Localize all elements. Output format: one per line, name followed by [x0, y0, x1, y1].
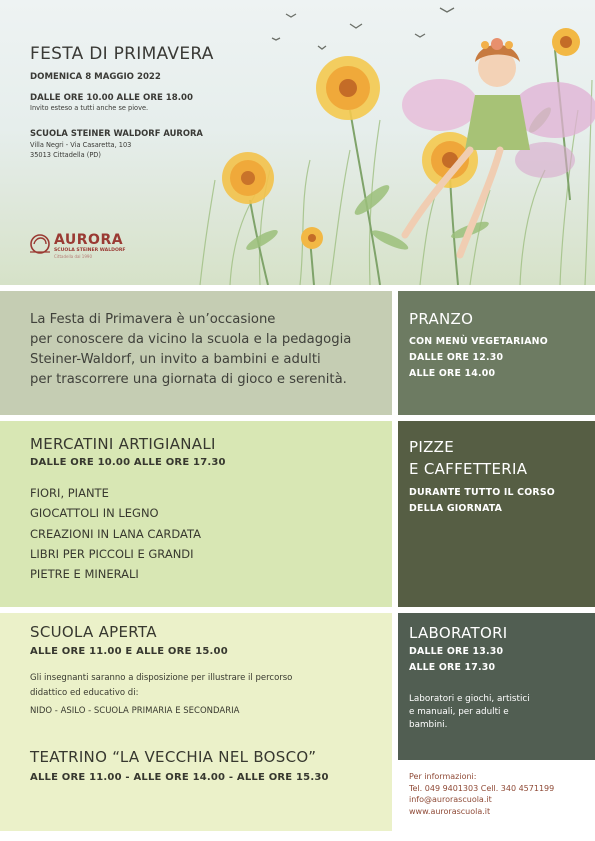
pranzo-line: CON MENÙ VEGETARIANO: [409, 336, 548, 347]
event-title: FESTA DI PRIMAVERA: [30, 44, 214, 64]
aurora-logo: [28, 230, 148, 262]
pizze-title-line: E CAFFETTERIA: [409, 460, 528, 478]
address-line: 35013 Cittadella (PD): [30, 150, 101, 159]
mercatini-title: MERCATINI ARTIGIANALI: [30, 435, 216, 453]
intro-panel: [0, 291, 392, 415]
pizze-line: DELLA GIORNATA: [409, 503, 503, 514]
intro-line: Steiner-Waldorf, un invito a bambini e adulti: [30, 352, 321, 367]
info-phones: Tel. 049 9401303 Cell. 340 4571199: [409, 783, 555, 793]
scuola-panel: [0, 613, 392, 831]
laboratori-hours: [409, 644, 503, 676]
info-label: Per informazioni:: [409, 772, 477, 781]
school-address: [30, 141, 330, 160]
event-date: DOMENICA 8 MAGGIO 2022: [30, 72, 161, 82]
info-website[interactable]: www.aurorascuola.it: [409, 806, 491, 816]
mercatini-panel: [0, 421, 392, 607]
laboratori-hours-line: ALLE ORE 17.30: [409, 662, 496, 673]
aurora-swirl-icon: [28, 230, 52, 256]
pranzo-details: [409, 334, 548, 382]
pranzo-title: PRANZO: [409, 310, 474, 328]
scuola-description: [30, 671, 370, 701]
pranzo-line: DALLE ORE 12.30: [409, 352, 504, 363]
intro-line: per trascorrere una giornata di gioco e serenità.: [30, 372, 347, 387]
intro-line: per conoscere da vicino la scuola e la pedagogia: [30, 332, 352, 347]
event-header: [30, 44, 330, 160]
laboratori-title: LABORATORI: [409, 624, 508, 642]
event-note: Invito esteso a tutti anche se piove.: [30, 104, 149, 112]
list-item: LIBRI PER PICCOLI E GRANDI: [30, 546, 194, 561]
laboratori-desc-line: e manuali, per adulti e: [409, 707, 509, 717]
pizze-title: [409, 436, 527, 480]
teatrino-hours: ALLE ORE 11.00 - ALLE ORE 14.00 - ALLE ORE 15.30: [30, 772, 329, 783]
laboratori-hours-line: DALLE ORE 13.30: [409, 646, 504, 657]
mercatini-hours: DALLE ORE 10.00 ALLE ORE 17.30: [30, 457, 226, 468]
pizze-line: DURANTE TUTTO IL CORSO: [409, 487, 555, 498]
hero-illustration: [0, 0, 595, 285]
address-line: Villa Negri - Via Casaretta, 103: [30, 141, 132, 149]
list-item: PIETRE E MINERALI: [30, 567, 139, 582]
pranzo-line: ALLE ORE 14.00: [409, 368, 496, 379]
mercatini-list: [30, 483, 201, 584]
event-hours: DALLE ORE 10.00 ALLE ORE 18.00: [30, 93, 193, 103]
scuola-line: didattico ed educativo di:: [30, 688, 139, 698]
laboratori-desc-line: Laboratori e giochi, artistici: [409, 694, 530, 704]
logo-name: AURORA: [54, 232, 124, 248]
intro-text: [30, 310, 380, 390]
logo-subtitle: SCUOLA STEINER WALDORF: [54, 248, 126, 253]
info-email[interactable]: info@aurorascuola.it: [409, 795, 492, 804]
scuola-hours: ALLE ORE 11.00 E ALLE ORE 15.00: [30, 646, 228, 657]
school-name: SCUOLA STEINER WALDORF AURORA: [30, 128, 203, 138]
scuola-line: Gli insegnanti saranno a disposizione per illustrare il percorso: [30, 673, 293, 683]
laboratori-desc-line: bambini.: [409, 720, 448, 730]
list-item: GIOCATTOLI IN LEGNO: [30, 506, 159, 521]
pizze-details: [409, 485, 555, 517]
list-item: FIORI, PIANTE: [30, 486, 109, 500]
pizze-title-line: PIZZE: [409, 438, 454, 456]
intro-line: La Festa di Primavera è un’occasione: [30, 312, 276, 327]
logo-tagline: Cittadella dal 1990: [54, 254, 92, 259]
birds-icon: [272, 8, 454, 49]
list-item: CREAZIONI IN LANA CARDATA: [30, 526, 201, 541]
scuola-levels: NIDO - ASILO - SCUOLA PRIMARIA E SECONDARIA: [30, 706, 240, 716]
scuola-title: SCUOLA APERTA: [30, 623, 157, 641]
teatrino-title: TEATRINO “LA VECCHIA NEL BOSCO”: [30, 748, 317, 766]
contact-info: [409, 771, 589, 817]
pizze-panel: [398, 421, 595, 607]
laboratori-panel: [398, 613, 595, 760]
laboratori-description: [409, 693, 530, 732]
pranzo-panel: [398, 291, 595, 415]
